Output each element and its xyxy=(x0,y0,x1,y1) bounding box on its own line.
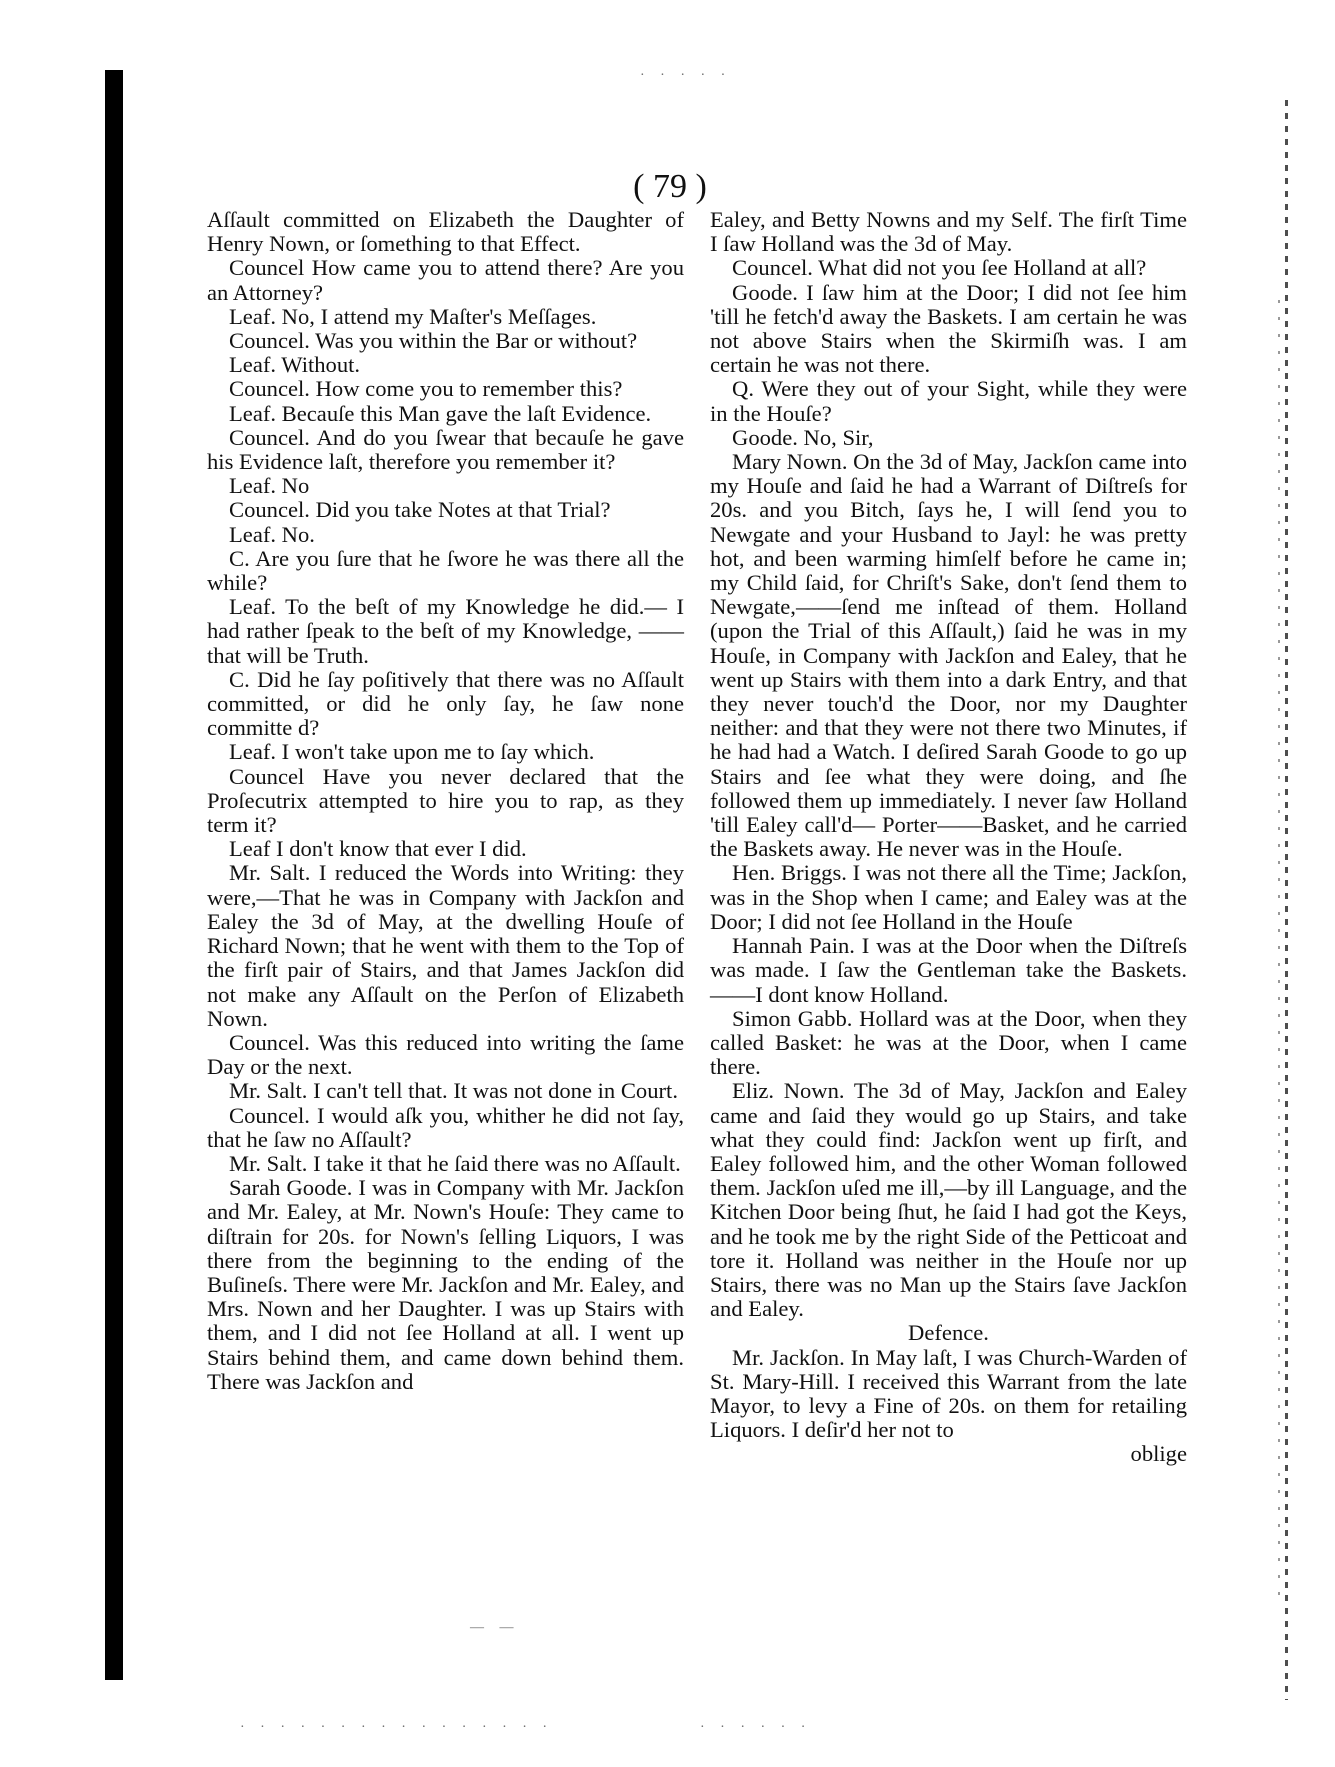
text-paragraph: Mr. Salt. I reduced the Words into Writing: they were,—That he was in Company with Jackſon and Ealey the 3d of May, at the dwelling Houſe of Richard Nown; that he went with them to the Top of the firſt pair of Stairs, and that James Jackſon did not make any Aſſault on the Perſon of Elizabeth Nown. xyxy=(207,860,684,1031)
text-paragraph: Hen. Briggs. I was not there all the Time; Jackſon, was in the Shop when I came; and Ealey was at the Door; I did not ſee Holland in the Houſe xyxy=(710,860,1187,934)
text-paragraph: Leaf. No xyxy=(229,473,310,499)
text-paragraph: Mr. Salt. I can't tell that. It was not done in Court. xyxy=(229,1078,678,1104)
text-paragraph: Leaf I don't know that ever I did. xyxy=(229,836,527,862)
text-paragraph: Mr. Salt. I take it that he ſaid there was no Aſſault. xyxy=(229,1150,681,1176)
right-column xyxy=(710,208,1187,1467)
text-paragraph: C. Are you ſure that he ſwore he was there all the while? xyxy=(207,545,684,596)
text-paragraph: Goode. No, Sir, xyxy=(732,424,874,450)
text-paragraph: Councel. What did not you ſee Holland at all? xyxy=(732,255,1147,281)
text-paragraph: Councel. Was you within the Bar or without? xyxy=(229,328,638,354)
text-paragraph: Goode. I ſaw him at the Door; I did not ſee him 'till he fetch'd away the Baskets. I am certain he was not above Stairs when the Skirmiſh was. I am certain he was not there. xyxy=(710,279,1187,378)
text-paragraph: Councel. Was this reduced into writing the ſame Day or the next. xyxy=(207,1029,684,1080)
text-paragraph: Leaf. To the beſt of my Knowledge he did.— I had rather ſpeak to the beſt of my Knowledge, ——that will be Truth. xyxy=(207,594,684,668)
catchword: oblige xyxy=(1130,1441,1187,1467)
text-paragraph: Sarah Goode. I was in Company with Mr. Jackſon and Mr. Ealey, at Mr. Nown's Houſe: They came to diſtrain for 20s. for Nown's ſelling Liquors, I was there from the beginning to the ending of the Buſineſs. There were Mr. Jackſon and Mr. Ealey, and Mrs. Nown and her Daughter. I was up Stairs with them, and I did not ſee Holland at all. I went up Stairs behind them, and came down behind them. There was Jackſon and xyxy=(207,1175,684,1394)
scan-noise: · · · · · · · · · · · · · · · · xyxy=(240,1720,554,1735)
text-paragraph: Q. Were they out of your Sight, while they were in the Houſe? xyxy=(710,376,1187,426)
text-paragraph: Leaf. No. xyxy=(229,521,315,547)
text-paragraph: Eliz. Nown. The 3d of May, Jackſon and Ealey came and ſaid they would go up Stairs, and take what they could find: Jackſon went up firſt, and Ealey followed him, and the other Woman followed them. Jackſon uſed me ill,—by ill Language, and the Kitchen Door being ſhut, he ſaid I had got the Keys, and he took me by the right Side of the Petticoat and tore it. Holland was neither in the Houſe nor up Stairs, there was no Man up the Stairs ſave Jackſon and Ealey. xyxy=(710,1078,1187,1322)
text-paragraph: Aſſault committed on Elizabeth the Daughter of Henry Nown, or ſomething to that Effect. xyxy=(207,207,684,257)
scan-noise: · · · · · xyxy=(640,68,732,83)
text-paragraph: Hannah Pain. I was at the Door when the Diſtreſs was made. I ſaw the Gentleman take the Baskets.——I dont know Holland. xyxy=(710,933,1187,1007)
scan-edge-shadow xyxy=(105,70,123,1680)
text-paragraph: Mr. Jackſon. In May laſt, I was Church-Warden of St. Mary-Hill. I received this Warrant from the late Mayor, to levy a Fine of 20s. on them for retailing Liquors. I deſir'd her not to xyxy=(710,1344,1187,1443)
page-number: ( 79 ) xyxy=(633,168,707,205)
text-paragraph: Councel. Did you take Notes at that Trial? xyxy=(229,497,611,523)
text-paragraph: Leaf. I won't take upon me to ſay which. xyxy=(229,739,595,765)
text-paragraph: Leaf. Without. xyxy=(229,352,361,378)
scan-edge-right xyxy=(1285,100,1288,1700)
left-column xyxy=(207,208,684,1394)
section-heading-defence: Defence. xyxy=(908,1320,989,1346)
text-paragraph: Leaf. Becauſe this Man gave the laſt Evidence. xyxy=(229,400,652,426)
scan-edge-right-inner xyxy=(1278,300,1280,1600)
text-paragraph: Councel How came you to attend there? Are you an Attorney? xyxy=(207,255,684,305)
text-paragraph: Simon Gabb. Hollard was at the Door, when they called Basket: he was at the Door, when I came there. xyxy=(710,1005,1187,1080)
text-paragraph: Mary Nown. On the 3d of May, Jackſon came into my Houſe and ſaid he had a Warrant of Diſtreſs for 20s. and you Bitch, ſays he, I will ſend you to Newgate and your Husband to Jayl: he was pretty hot, and been warming himſelf before he came in; my Child ſaid, for Chriſt's Sake, don't ſend them to Newgate,——ſend me inſtead of them. Holland (upon the Trial of this Aſſault,) ſaid he was in my Houſe, in Company with Jackſon and Ealey, that he went up Stairs with them into a dark Entry, and that they never touch'd the Door, nor my Daughter neither: and that they were not there two Minutes, if he had had a Watch. I deſired Sarah Goode to go up Stairs and ſee what they were doing, and ſhe followed them up immediately. I never ſaw Holland 'till Ealey call'd— Porter——Basket, and he carried the Baskets away. He never was in the Houſe. xyxy=(710,449,1187,862)
text-paragraph: Councel. I would aſk you, whither he did not ſay, that he ſaw no Aſſault? xyxy=(207,1102,684,1152)
text-paragraph: Councel Have you never declared that the Proſecutrix attempted to hire you to rap, as they term it? xyxy=(207,763,684,838)
text-paragraph: Councel. How come you to remember this? xyxy=(229,376,623,402)
text-paragraph: Councel. And do you ſwear that becauſe he gave his Evidence laſt, therefore you remember it? xyxy=(207,424,684,475)
text-paragraph: C. Did he ſay poſitively that there was no Aſſault committed, or did he only ſay, he ſaw none committe d? xyxy=(207,666,684,741)
scan-noise: · · · · · · xyxy=(700,1720,812,1735)
text-paragraph: Leaf. No, I attend my Maſter's Meſſages. xyxy=(229,303,597,329)
scan-noise: — — xyxy=(470,1620,520,1635)
text-paragraph: Ealey, and Betty Nowns and my Self. The firſt Time I ſaw Holland was the 3d of May. xyxy=(710,207,1187,257)
